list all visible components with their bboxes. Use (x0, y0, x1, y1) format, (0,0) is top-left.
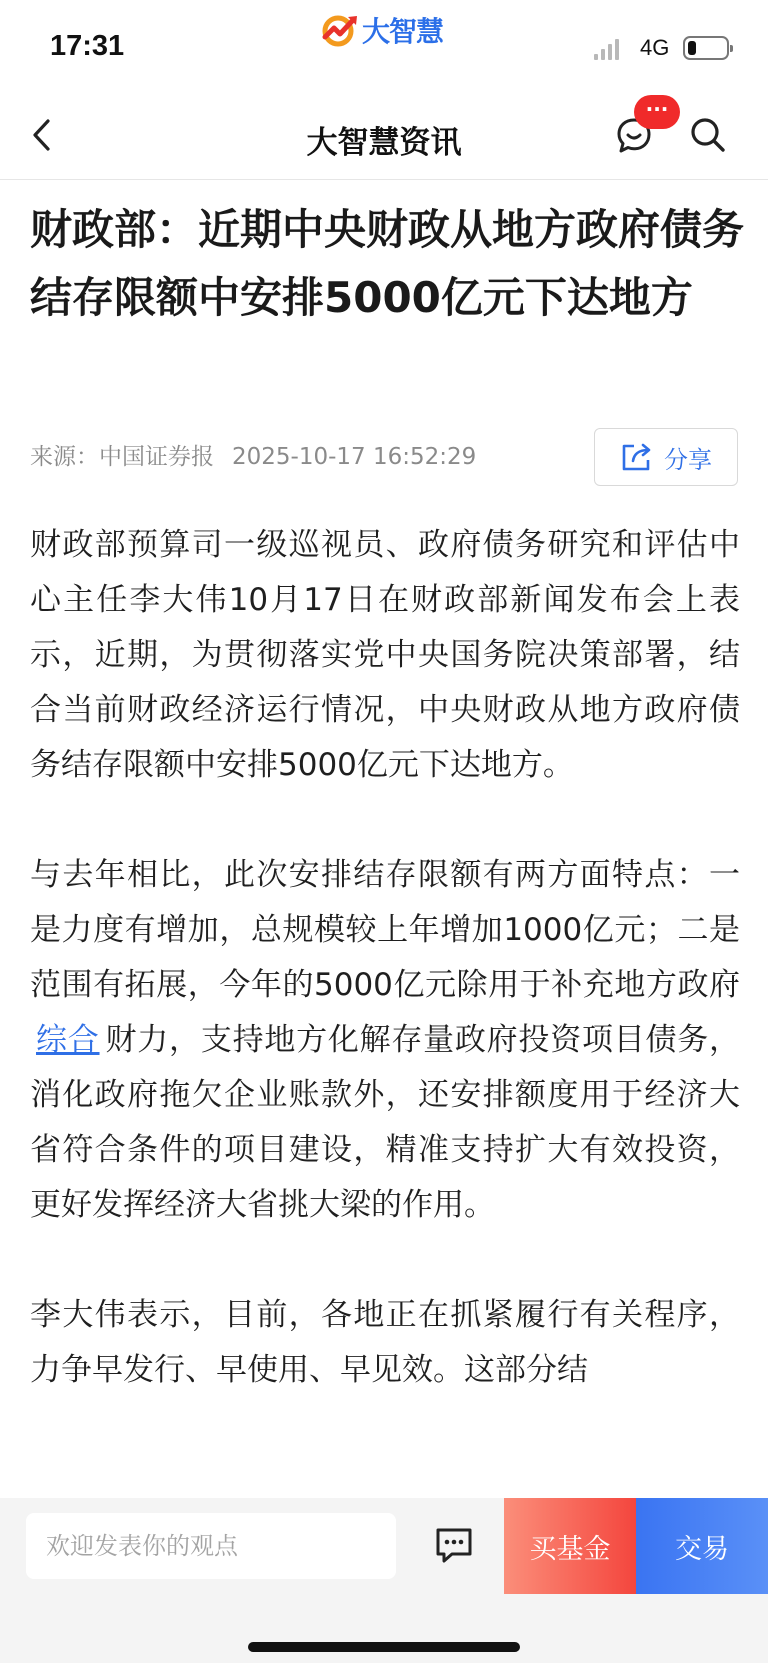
search-icon (686, 113, 730, 157)
brand-logo (320, 10, 443, 50)
buy-fund-button[interactable]: 买基金 (504, 1498, 636, 1594)
comment-button[interactable] (432, 1523, 476, 1567)
share-button[interactable] (594, 428, 738, 486)
paragraph-2 (30, 848, 740, 1233)
comment-input[interactable] (26, 1513, 396, 1579)
paragraph-3: 李大伟表示，目前，各地正在抓紧履行有关程序，力争早发行、早使用、早见效。这部分结 (30, 1297, 740, 1388)
article-date: 2025-10-17 16:52:29 (232, 444, 477, 470)
brand-name: 大智慧 (362, 15, 444, 48)
page-title: 大智慧资讯 (306, 125, 462, 161)
notification-badge: ··· (634, 95, 680, 129)
battery-level (688, 41, 696, 55)
article-meta (30, 438, 476, 471)
trade-button[interactable]: 交易 (636, 1498, 768, 1594)
status-time: 17:31 (50, 30, 125, 62)
article-title: 财政部：近期中央财政从地方政府债务结存限额中安排5000亿元下达地方 (30, 205, 745, 322)
paragraph-2-text-after: 财力，支持地方化解存量政府投资项目债务，消化政府拖欠企业账款外，还安排额度用于经济大省符合条件的项目建设，精准支持扩大有效投资，更好发挥经济大省挑大梁的作用。 (30, 1022, 741, 1223)
search-button[interactable] (686, 113, 730, 157)
keyword-link[interactable]: 综合 (36, 1022, 100, 1058)
battery-icon (683, 36, 729, 60)
comment-icon (432, 1523, 476, 1567)
paragraph-2-text-before: 与去年相比，此次安排结存限额有两方面特点：一是力度有增加，总规模较上年增加1000亿元；二是范围有拓展，今年的5000亿元除用于补充地方政府 (30, 857, 740, 1003)
article-source: 来源：中国证券报 (30, 444, 214, 470)
share-icon (620, 442, 654, 472)
status-bar (0, 0, 768, 95)
brand-logo-icon (320, 13, 360, 47)
network-type: 4G (640, 35, 670, 60)
bottom-bar (0, 1498, 768, 1663)
article-body (30, 518, 740, 1453)
home-indicator[interactable] (248, 1642, 520, 1652)
paragraph-1: 财政部预算司一级巡视员、政府债务研究和评估中心主任李大伟10月17日在财政部新闻发布会上表示，近期，为贯彻落实党中央国务院决策部署，结合当前财政经济运行情况，中央财政从地方政府债务结存限额中安排5000亿元下达地方。 (30, 527, 740, 783)
signal-icon (594, 38, 619, 60)
share-label: 分享 (664, 445, 712, 474)
nav-bar (0, 95, 768, 180)
